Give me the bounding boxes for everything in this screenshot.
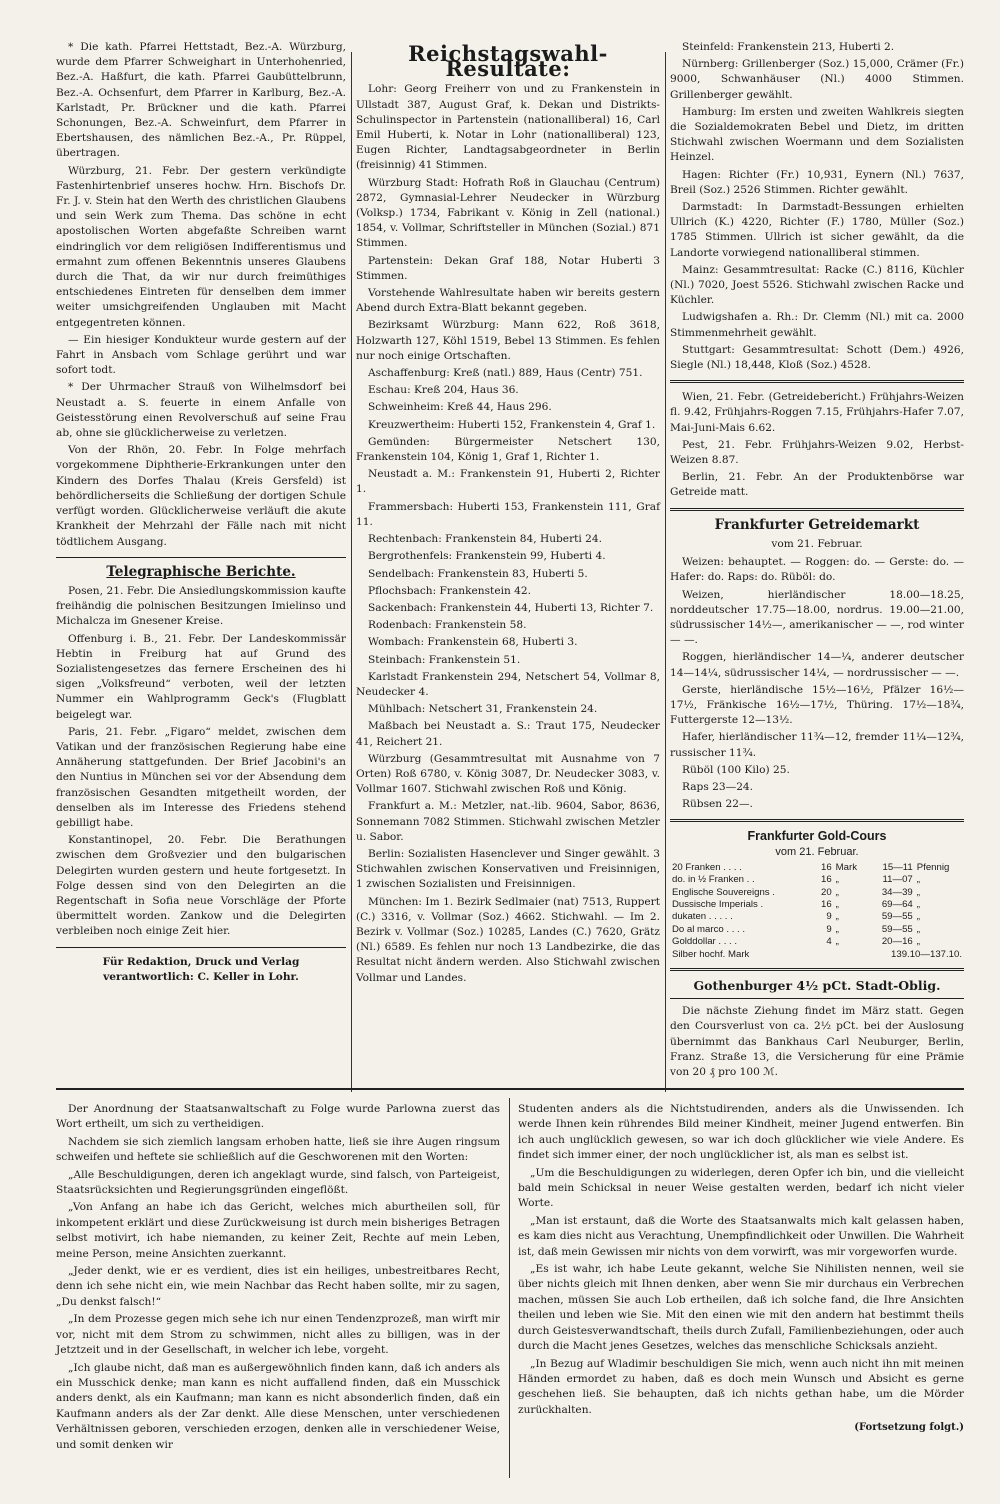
grain-market-heading: Frankfurter Getreidemarkt <box>714 516 920 533</box>
table-cell: 16 <box>821 874 832 886</box>
column-divider <box>665 52 666 1092</box>
table-cell: 9 <box>826 911 832 923</box>
column-middle <box>356 40 660 988</box>
section-rule <box>670 508 964 511</box>
election-result: Frammersbach: Huberti 153, Frankenstein 111, Graf 11. <box>356 500 660 528</box>
election-result: Rechtenbach: Frankenstein 84, Huberti 24. <box>368 533 602 546</box>
table-cell: dukaten . . . . . <box>672 911 733 923</box>
column-divider <box>509 1098 510 1478</box>
election-results-heading: Reichstagswahl-Resultate: <box>408 41 608 82</box>
serial-paragraph: „Jeder denkt, wie er es verdient, dies ist ein heiliges, unbestreitbares Recht, denn ich sehe nicht ein, wie mein Nachbar das Recht haben sollte, mir zu sagen, „Du denkst falsch!“ <box>56 1265 500 1308</box>
serial-paragraph: „Von Anfang an habe ich das Gericht, welches mich aburtheilen soll, für inkompetent erklärt und diese Zurückweisung ist durch mein bisheriges Betragen selbst motivirt, ich habe niemanden, zu keiner Zeit, Rechte auf mein Leben, meine Person, meine Ansichten zuerkannt. <box>56 1201 500 1260</box>
election-result: Ludwigshafen a. Rh.: Dr. Clemm (Nl.) mit ca. 2000 Stimmenmehrheit gewählt. <box>670 311 964 339</box>
table-cell: 20 Franken . . . . <box>672 861 742 873</box>
table-row <box>670 887 964 899</box>
table-cell: Englische Souvereigns . <box>672 886 775 898</box>
election-result: Hagen: Richter (Fr.) 10,931, Eynern (Nl.) 7637, Breil (Soz.) 2526 Stimmen. Richter gewählt. <box>670 168 964 196</box>
grain-price: Raps 23—24. <box>682 780 754 793</box>
table-cell: „ <box>916 886 920 898</box>
election-result: Würzburg Stadt: Hofrath Roß in Glauchau (Centrum) 2872, Gymnasial-Lehrer Neudecker in Würzburg (Volksp.) 1734, Fabrikant v. König in Zell (national.) 1854, v. Vollmar, Schriftsteller in München (Sozial.) 871 Stimmen. <box>356 176 660 250</box>
table-cell: „ <box>916 911 920 923</box>
election-result: Kreuzwertheim: Huberti 152, Frankenstein 4, Graf 1. <box>368 418 656 431</box>
bond-text: Die nächste Ziehung findet im März statt. Gegen den Coursverlust von ca. 2½ pCt. bei der Auslosung übernimmt das Bankhaus Carl Neuburger, Berlin, Franz. Straße 13, die Versicherung für eine Prämie von 20 ₰ pro 100 ℳ. <box>670 1005 964 1079</box>
gold-course-date: vom 21. Februar. <box>775 845 859 858</box>
serial-paragraph: „Ich glaube nicht, daß man es außergewöhnlich finden kann, daß ich anders als ein Musschick denke; man kann es nicht auffallend finden, daß ein Musschick anders denkt, als ein Kaufmann; man kann es nicht absonderlich finden, daß ein Kaufmann anders als der Zar denkt. Alle diese Menschen, unter verschiedenen Verhältnissen geboren, verschieden erzogen, denken alle in verschiedener Weise, und somit denken wir <box>56 1361 500 1451</box>
market-report: Pest, 21. Febr. Frühjahrs-Weizen 9.02, Herbst-Weizen 8.87. <box>670 438 964 467</box>
election-result: Karlstadt Frankenstein 294, Netschert 54, Vollmar 8, Neudecker 4. <box>356 670 660 698</box>
election-result: Hamburg: Im ersten und zweiten Wahlkreis siegten die Sozialdemokraten Bebel und Dietz, im dritten Stichwahl zwischen Woermann und dem Sozialisten Heinzel. <box>670 105 964 164</box>
table-cell: 34—39 <box>881 886 913 898</box>
election-result: Mainz: Gesammtresultat: Racke (C.) 8116, Küchler (Nl.) 7020, Joest 5526. Stichwahl zwischen Racke und Küchler. <box>670 263 964 307</box>
column-right <box>670 40 964 1082</box>
table-row <box>670 899 964 911</box>
table-cell: 16 <box>821 898 832 910</box>
election-result: Aschaffenburg: Kreß (natl.) 889, Haus (Centr) 751. <box>368 367 643 380</box>
market-report: Berlin, 21. Febr. An der Produktenbörse war Getreide matt. <box>670 471 964 499</box>
election-result: Sackenbach: Frankenstein 44, Huberti 13, Richter 7. <box>368 601 654 614</box>
serial-right-column <box>518 1102 964 1436</box>
table-cell: „ <box>916 923 920 935</box>
news-paragraph: * Der Uhrmacher Strauß von Wilhelmsdorf bei Neustadt a. S. feuerte in einem Anfalle von Geistesstörung einen Revolverschuß auf seine Frau ab, ohne sie glücklicherweise zu verletzen. <box>56 381 346 440</box>
serial-paragraph: „In Bezug auf Wladimir beschuldigen Sie mich, wenn auch nicht ihn mit meinen Händen ermordet zu haben, daß es doch mein Wunsch und Absicht es gerne geschehen ließ. Sie behaupten, daß ich nichts gethan habe, um die Mörder zurückhalten. <box>518 1357 964 1416</box>
grain-price: Weizen, hierländischer 18.00—18.25, norddeutscher 17.75—18.00, nordrus. 19.00—21.00, südrussischer 14½—, amerikanischer — —, rod winter — —. <box>670 588 964 647</box>
serial-paragraph: „Alle Beschuldigungen, deren ich angeklagt wurde, sind falsch, von Parteigeist, Staatsrücksichten und Regierungsgründen eingeflößt. <box>56 1168 500 1197</box>
telegraph-heading: Telegraphische Berichte. <box>106 563 296 580</box>
election-result: Rodenbach: Frankenstein 58. <box>368 619 527 632</box>
election-result: Berlin: Sozialisten Hasenclever und Singer gewählt. 3 Stichwahlen zwischen Konservativen und Freisinnigen, 1 zwischen Sozialisten und Freisinnigen. <box>356 847 660 891</box>
grain-price: Rübsen 22—. <box>682 798 753 811</box>
table-cell: „ <box>916 936 920 948</box>
election-result: Bergrothenfels: Frankenstein 99, Huberti 4. <box>368 550 606 563</box>
election-result: Pflochsbach: Frankenstein 42. <box>368 584 532 597</box>
serial-paragraph: Nachdem sie sich ziemlich langsam erhoben hatte, ließ sie ihre Augen ringsum schweifen und heftete sie schließlich auf die Geschworenen mit den Worten: <box>56 1135 500 1164</box>
election-result: München: Im 1. Bezirk Sedlmaier (nat) 7513, Ruppert (C.) 3316, v. Vollmar (Soz.) 4662. Stichwahl. — Im 2. Bezirk v. Vollmar (Soz.) 10285, Landes (C.) 7620, Grätz (Nl.) 6589. Es fehlen nur noch 13 Landbezirke, die das Resultat nicht ändern werden. Also Stichwahl zwischen Vollmar und Landes. <box>356 895 660 984</box>
section-rule <box>670 380 964 383</box>
election-result: Steinbach: Frankenstein 51. <box>368 653 521 666</box>
election-result: Partenstein: Dekan Graf 188, Notar Huberti 3 Stimmen. <box>356 254 660 282</box>
table-cell: „ <box>835 874 839 886</box>
grain-price: Gerste, hierländische 15½—16½, Pfälzer 16½—17½, Fränkische 16½—17½, Thüring. 17½—18¾, Futtergerste 12—13½. <box>670 683 964 727</box>
serial-paragraph: „Man ist erstaunt, daß die Worte des Staatsanwalts mich kalt gelassen haben, es kam dies nicht aus Verachtung, Unempfindlichkeit oder Unwillen. Die Wahrheit ist, daß mein Gewissen mir nichts von dem vorwirft, was mir vorgeworfen wurde. <box>518 1214 964 1258</box>
grain-price: Hafer, hierländischer 11¾—12, fremder 11¼—12¾, russischer 11¾. <box>670 731 964 759</box>
table-row <box>670 949 964 961</box>
election-result: Eschau: Kreß 204, Haus 36. <box>368 384 519 397</box>
election-result: Neustadt a. M.: Frankenstein 91, Huberti 2, Richter 1. <box>356 468 660 496</box>
table-cell: „ <box>835 936 839 948</box>
table-cell: 139.10—137.10. <box>891 948 962 960</box>
grain-market-date: vom 21. Februar. <box>771 537 863 550</box>
table-cell: Dussische Imperials . <box>672 898 764 910</box>
table-cell: 4 <box>826 936 832 948</box>
telegraph-paragraph: Paris, 21. Febr. „Figaro“ meldet, zwischen dem Vatikan und der französischen Regierung habe eine Annäherung stattgefunden. Der Brief Jacobini's an den Nuntius in München sei vor der Absendung dem französischen Gesandten mitgetheilt worden, der denselben als im Interesse des Friedens stehend gebilligt habe. <box>56 725 346 829</box>
election-result: Frankfurt a. M.: Metzler, nat.-lib. 9604, Sabor, 8636, Sonnemann 7082 Stimmen. Stichwahl zwischen Metzler u. Sabor. <box>356 800 660 843</box>
table-cell: 20—16 <box>881 936 913 948</box>
table-cell: 59—55 <box>881 923 913 935</box>
column-divider <box>351 52 352 1092</box>
section-rule <box>670 968 964 971</box>
table-cell: 20 <box>821 886 832 898</box>
serial-paragraph: Der Anordnung der Staatsanwaltschaft zu Folge wurde Parlowna zuerst das Wort ertheilt, um sich zu vertheidigen. <box>56 1103 500 1131</box>
table-cell: „ <box>835 898 839 910</box>
news-paragraph: — Ein hiesiger Kondukteur wurde gestern auf der Fahrt in Ansbach vom Schlage gerührt und war sofort todt. <box>56 333 346 377</box>
section-rule <box>56 557 346 558</box>
telegraph-paragraph: Posen, 21. Febr. Die Ansiedlungskommission kaufte freihändig die polnischen Besitzungen Imielinso und Michalcza im Gnesener Kreise. <box>56 584 346 628</box>
bond-heading: Gothenburger 4½ pCt. Stadt-Oblig. <box>693 978 941 993</box>
newspaper-page <box>56 40 964 1480</box>
serial-paragraph: „Es ist wahr, ich habe Leute gekannt, welche Sie Nihilisten nennen, weil sie über nichts gleich mit Ihnen denken, aber wenn Sie mir durchaus ein Verbrechen machen, müssen Sie auch Lob ertheilen, daß ich solche fand, die Ihre Ansichten theilen und leben wie Sie. Mit den einen wie mit den andern hat bestimmt theils durch Geistesverwandtschaft, theils durch Zufall, Familienbeziehungen, oder auch durch die Macht jenes Gesetzes, welches das menschliche Schicksals anzieht. <box>518 1263 964 1353</box>
telegraph-paragraph: Konstantinopel, 20. Febr. Die Berathungen zwischen dem Großvezier und den bulgarischen Delegirten wurden gestern und heute fortgesetzt. In Folge dessen sind von den Delegirten an die Regentschaft in Sofia neue Vorschläge der Pforte übermittelt worden. Zankow und die Delegirten verbleiben noch einige Zeit hier. <box>56 834 346 938</box>
table-cell: 15—11 <box>882 861 913 873</box>
gold-course-table <box>670 862 964 961</box>
table-cell: Mark <box>835 861 857 873</box>
grain-price: Rüböl (100 Kilo) 25. <box>682 763 790 776</box>
continuation-note: (Fortsetzung folgt.) <box>854 1422 964 1434</box>
grain-price: Weizen: behauptet. — Roggen: do. — Gerste: do. — Hafer: do. Raps: do. Rüböl: do. <box>670 556 964 584</box>
election-result: Darmstadt: In Darmstadt-Bessungen erhielten Ullrich (K.) 4220, Richter (F.) 1780, Müller (Soz.) 1785 Stimmen. Ullrich ist sicher gewählt, da die Landorte vorwiegend nationalliberal stimmen. <box>670 201 964 259</box>
table-cell: 16 <box>821 861 832 873</box>
table-cell: „ <box>835 923 839 935</box>
table-cell: „ <box>835 911 839 923</box>
election-result: Sendelbach: Frankenstein 83, Huberti 5. <box>368 567 588 580</box>
election-result: Nürnberg: Grillenberger (Soz.) 15,000, Crämer (Fr.) 9000, Schwanhäuser (Nl.) 4000 Stimmen. Grillenberger gewählt. <box>670 58 964 101</box>
table-row <box>670 936 964 948</box>
section-rule <box>670 998 964 999</box>
table-row <box>670 874 964 886</box>
election-result: Lohr: Georg Freiherr von und zu Frankenstein in Ullstadt 387, August Graf, k. Dekan und Distrikts-Schulinspector in Partenstein (nationalliberal) 16, Carl Emil Huberti, k. Notar in Lohr (nationalliberal) 123, Eugen Richter, Landtagsabgeordneter in Berlin (freisinnig) 41 Stimmen. <box>356 83 660 172</box>
election-result: Schweinheim: Kreß 44, Haus 296. <box>368 401 552 414</box>
serial-paragraph: „Um die Beschuldigungen zu widerlegen, deren Opfer ich bin, und die vielleicht bald mein Schicksal in neuer Weise gestalten werden, bedarf ich nicht vieler Worte. <box>518 1166 964 1210</box>
table-cell: Pfennig <box>916 861 950 873</box>
election-result: Vorstehende Wahlresultate haben wir bereits gestern Abend durch Extra-Blatt bekannt gegeben. <box>356 287 660 315</box>
election-result: Stuttgart: Gesammtresultat: Schott (Dem.) 4926, Siegle (Nl.) 18,448, Kloß (Soz.) 4528. <box>670 343 964 372</box>
table-row <box>670 911 964 923</box>
grain-price: Roggen, hierländischer 14—¼, anderer deutscher 14—14¼, südrussischer 14¼, — nordrussischer — —. <box>670 651 964 679</box>
table-cell: Do al marco . . . . <box>672 923 746 935</box>
table-cell: „ <box>835 886 839 898</box>
gold-course-heading: Frankfurter Gold-Cours <box>747 829 887 844</box>
news-paragraph: Von der Rhön, 20. Febr. In Folge mehrfach vorgekommene Diphtherie-Erkrankungen unter den Kindern des Dorfes Thalau (Kreis Gersfeld) ist behördlicherseits die Schließung der dortigen Schule verfügt worden. Glücklicherweise verläuft die akute Krankheit der Mehrzahl der Fälle nach mit nicht tödtlichem Ausgang. <box>56 444 346 548</box>
election-result: Mühlbach: Netschert 31, Frankenstein 24. <box>368 703 598 716</box>
table-row <box>670 924 964 936</box>
news-paragraph: Würzburg, 21. Febr. Der gestern verkündigte Fastenhirtenbrief unseres hochw. Hrn. Bischofs Dr. Fr. J. v. Stein hat den Werth des christlichen Glaubens und sein Werk zum Thema. Das schöne in echt apostolischen Worten abgefaßte Schreiben warnt eindringlich vor dem religiösen Indifferentismus und ermahnt zum offenen Bekenntnis unseres Glaubens durch die That, da wir nur durch freimüthiges entschiedenes Eintreten für denselben dem immer weiter umsichgreifenden Unglauben mit Macht entgegentreten können. <box>56 164 346 329</box>
table-cell: do. in ½ Franken . . <box>672 874 755 886</box>
table-cell: Silber hochf. Mark <box>672 948 750 960</box>
table-cell: 69—64 <box>881 898 913 910</box>
market-report: Wien, 21. Febr. (Getreidebericht.) Frühjahrs-Weizen fl. 9.42, Frühjahrs-Roggen 7.15, Frühjahrs-Hafer 7.07, Mai-Juni-Mais 6.62. <box>670 391 964 434</box>
section-rule <box>670 819 964 822</box>
table-cell: 9 <box>826 923 832 935</box>
election-result: Würzburg (Gesammtresultat mit Ausnahme von 7 Orten) Roß 6780, v. König 3087, Dr. Neudecker 3083, v. Vollmar 1607. Stichwahl zwischen Roß und König. <box>356 752 660 796</box>
column-left <box>56 40 346 987</box>
table-cell: 59—55 <box>881 911 913 923</box>
serial-left-column <box>56 1102 500 1455</box>
news-paragraph: * Die kath. Pfarrei Hettstadt, Bez.-A. Würzburg, wurde dem Pfarrer Schweighart in Unterhohenried, Bez.-A. Haßfurt, die kath. Pfarrei Gaubüttelbrunn, Bez.-A. Ochsenfurt, dem Pfarrer in Karlburg, Bez.-A. Karlstadt, Pr. Brückner und die kath. Pfarrei Schonungen, Bez.-A. Schweinfurt, dem Pfarrer in Ebertshausen, des nämlichen Bez.-A., Pr. Rüppel, übertragen. <box>56 41 346 160</box>
election-result: Gemünden: Bürgermeister Netschert 130, Frankenstein 104, König 1, Graf 1, Richter 1. <box>356 435 660 464</box>
election-result: Bezirksamt Würzburg: Mann 622, Roß 3618, Holzwarth 127, Köhl 1519, Bebel 13 Stimmen. Es fehlen nur noch einige Ortschaften. <box>356 319 660 362</box>
election-result: Maßbach bei Neustadt a. S.: Traut 175, Neudecker 41, Reichert 21. <box>356 720 660 748</box>
table-cell: „ <box>916 898 920 910</box>
telegraph-paragraph: Offenburg i. B., 21. Febr. Der Landeskommissär Hebtin in Freiburg hat auf Grund des Sozialistengesetzes das fernere Erscheinen des hi sigen „Volksfreund“ verboten, weil der letzten Nummer ein Wahlprogramm Geck's (Flugblatt beigelegt war. <box>56 632 346 721</box>
table-cell: Golddollar . . . . <box>672 936 738 948</box>
table-cell: 11—07 <box>882 874 913 886</box>
section-rule <box>56 947 346 948</box>
serial-paragraph: Studenten anders als die Nichtstudirenden, anders als die Unwissenden. Ich werde Ihnen kein rührendes Bild meiner Kindheit, meiner Jugend entwerfen. Bin ich auch unglücklich gewesen, so war ich doch glücklicher wie viele Andere. Es findet sich immer einer, der noch unglücklicher ist, als man es selbst ist. <box>518 1103 964 1162</box>
table-cell: „ <box>916 874 920 886</box>
election-result: Steinfeld: Frankenstein 213, Huberti 2. <box>682 41 895 53</box>
table-row <box>670 862 964 874</box>
feuilleton-rule <box>56 1088 964 1090</box>
imprint: Für Redaktion, Druck und Verlag verantwortlich: C. Keller in Lohr. <box>102 955 300 983</box>
serial-paragraph: „In dem Prozesse gegen mich sehe ich nur einen Tendenzprozeß, man wirft mir vor, nicht mit dem Strom zu schwimmen, nicht alles zu billigen, was in der Jetztzeit und in der Gesellschaft, in welcher ich lebe, vorgeht. <box>56 1313 500 1357</box>
election-result: Wombach: Frankenstein 68, Huberti 3. <box>368 636 578 649</box>
